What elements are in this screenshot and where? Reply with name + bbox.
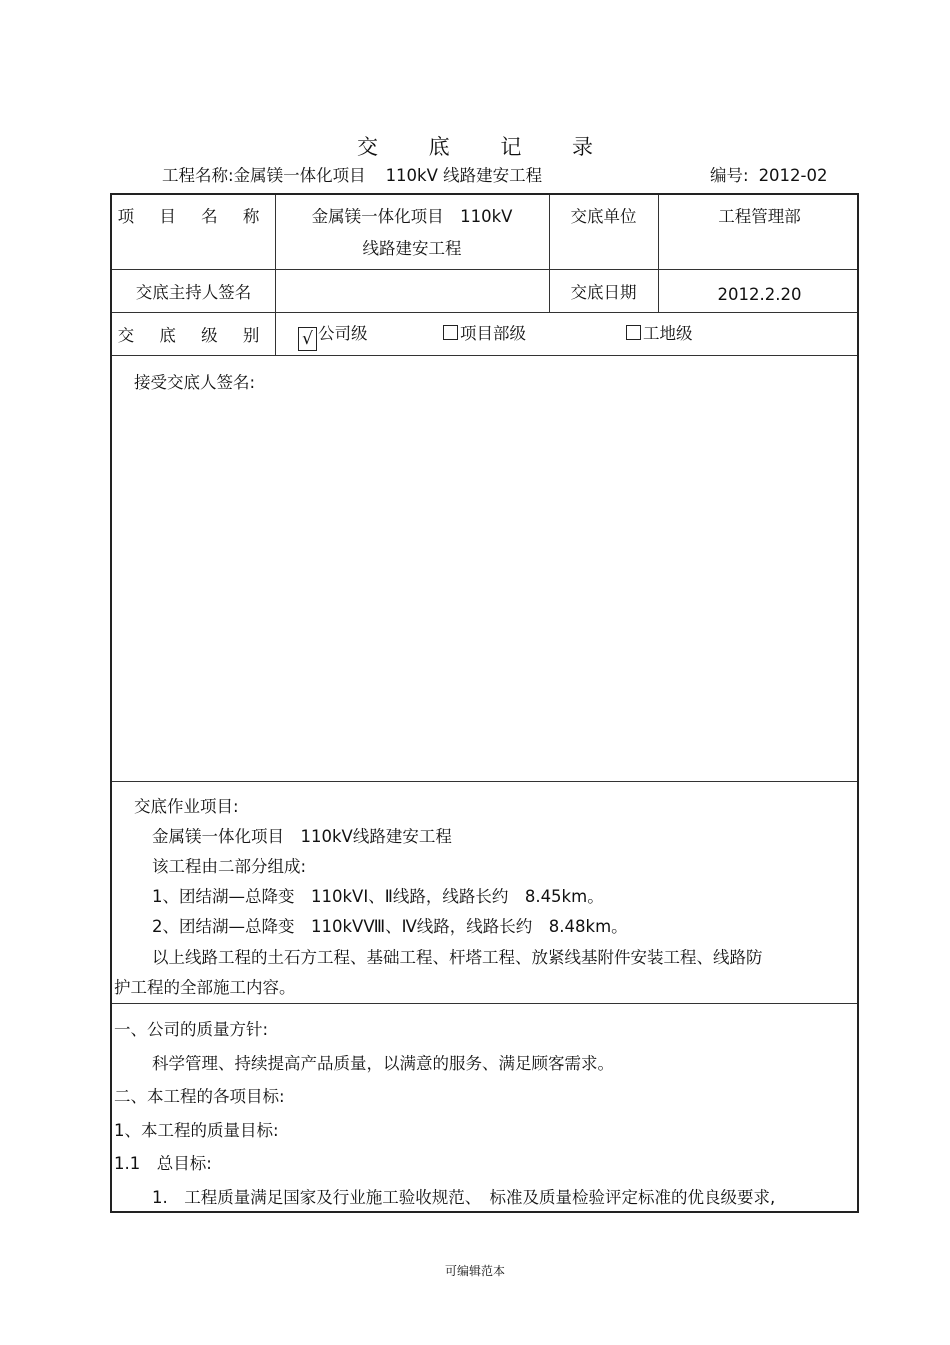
receiver-signature-label: 接受交底人签名: — [134, 373, 256, 392]
code-line — [710, 162, 828, 186]
row-divider — [112, 355, 857, 356]
row-divider — [112, 781, 857, 782]
section-line: 1、团结湖—总降变 110kVⅠ、Ⅱ线路，线路长约 8.45km。 — [152, 887, 604, 906]
project-name-2: 110kV 线路建安工程 — [385, 166, 543, 185]
document-title: 交 底 记 录 — [356, 135, 616, 159]
quality-line: 一、公司的质量方针: — [114, 1020, 269, 1039]
level-label: 交 底 级 别 — [117, 326, 270, 345]
level-option-company-label: 公司级 — [318, 324, 368, 343]
level-option-site-label: 工地级 — [643, 324, 693, 343]
section-heading: 交底作业项目: — [134, 797, 239, 816]
checkbox-icon[interactable] — [626, 325, 641, 340]
checkbox-icon[interactable] — [443, 325, 458, 340]
row-divider — [112, 1003, 857, 1004]
section-line: 金属镁一体化项目 110kV线路建安工程 — [152, 827, 452, 846]
section-line: 护工程的全部施工内容。 — [114, 978, 296, 997]
project-name: 金属镁一体化项目 — [233, 166, 366, 185]
section-line: 该工程由二部分组成: — [152, 857, 307, 876]
host-signature-label: 交底主持人签名 — [135, 283, 252, 302]
project-name-label: 项 目 名 称 — [117, 207, 270, 226]
level-option-project-label: 项目部级 — [460, 324, 526, 343]
row-divider — [112, 269, 857, 270]
quality-line: 1.1 总目标: — [114, 1154, 212, 1173]
quality-line: 1. 工程质量满足国家及行业施工验收规范、 标准及质量检验评定标准的优良级要求, — [152, 1188, 776, 1207]
level-option-project[interactable] — [443, 324, 526, 344]
project-label: 工程名称: — [162, 166, 234, 185]
row-divider — [112, 312, 857, 313]
quality-line: 科学管理、持续提高产品质量，以满意的服务、满足顾客需求。 — [152, 1054, 614, 1073]
section-line: 2、团结湖—总降变 110kVⅧ、Ⅳ线路，线路长约 8.48km。 — [152, 917, 628, 936]
project-name-value-line2: 线路建安工程 — [362, 239, 462, 258]
level-option-site[interactable] — [626, 324, 693, 344]
date-value: 2012.2.20 — [717, 285, 802, 304]
level-option-company[interactable] — [298, 324, 368, 351]
handover-table — [110, 193, 859, 1213]
section-line: 以上线路工程的土石方工程、基础工程、杆塔工程、放紧线基附件安装工程、线路防 — [152, 948, 763, 967]
unit-label: 交底单位 — [570, 207, 637, 226]
host-signature-field[interactable] — [280, 283, 544, 303]
quality-line: 1、本工程的质量目标: — [114, 1121, 279, 1140]
code-value: 2012-02 — [758, 166, 828, 185]
footer-text: 可编辑范本 — [444, 1264, 505, 1278]
date-label: 交底日期 — [570, 283, 637, 302]
code-label: 编号: — [710, 166, 749, 185]
unit-value: 工程管理部 — [718, 207, 801, 226]
project-line — [162, 162, 542, 186]
project-name-value-line1: 金属镁一体化项目 110kV — [311, 207, 513, 226]
quality-line: 二、本工程的各项目标: — [114, 1087, 285, 1106]
checked-checkbox-icon[interactable]: √ — [298, 327, 317, 351]
